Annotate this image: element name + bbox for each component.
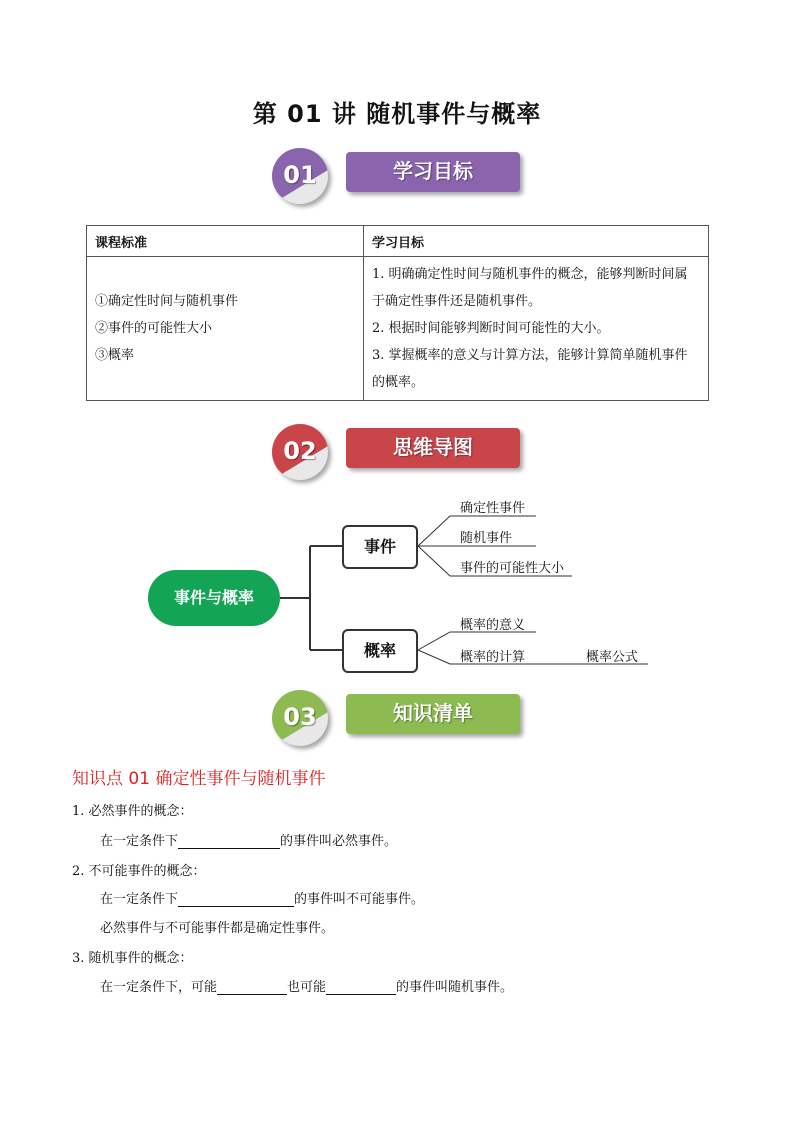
mind-map-leaf: 事件的可能性大小 — [460, 561, 565, 576]
question-line — [100, 976, 513, 995]
fill-blank — [326, 980, 396, 995]
question-text: 在一定条件下 — [100, 892, 179, 907]
question-title: 3. 随机事件的概念： — [72, 951, 193, 966]
section-label-bar — [346, 694, 520, 734]
header-goal: 学习目标 — [364, 226, 709, 257]
mind-map-leaf: 确定性事件 — [460, 501, 526, 516]
mind-map-node-event: 事件 — [342, 525, 418, 569]
question-line — [100, 830, 397, 849]
section-number: 03 — [283, 703, 317, 731]
section-label-bar — [346, 152, 520, 192]
section-number-badge — [272, 148, 328, 204]
mind-map-root: 事件与概率 — [148, 570, 280, 626]
knowledge-point-heading: 知识点 01 确定性事件与随机事件 — [72, 769, 326, 789]
standards-cell — [87, 257, 364, 401]
fill-blank — [217, 980, 287, 995]
question-text: 的事件叫不可能事件。 — [294, 892, 425, 907]
mind-map-leaf: 概率的意义 — [460, 618, 526, 633]
goals-cell — [364, 257, 709, 401]
mind-map-leaf: 概率的计算 — [460, 650, 526, 665]
question-line — [100, 888, 424, 907]
section-banner-mindmap — [272, 424, 524, 480]
mind-map — [140, 490, 660, 680]
fill-blank — [178, 834, 280, 849]
section-label-bar — [346, 428, 520, 468]
section-number-badge — [272, 424, 328, 480]
section-number: 01 — [283, 161, 317, 189]
fill-blank — [178, 892, 294, 907]
question-title: 1. 必然事件的概念： — [72, 804, 193, 819]
section-banner-goals — [272, 148, 524, 204]
section-label: 思维导图 — [393, 435, 473, 459]
question-text: 在一定条件下，可能 — [100, 980, 218, 995]
mind-map-leaf: 随机事件 — [460, 531, 513, 546]
question-text: 的事件叫必然事件。 — [280, 834, 398, 849]
mind-map-leaf: 概率公式 — [586, 650, 639, 665]
section-banner-knowledge — [272, 690, 524, 746]
note-text: 必然事件与不可能事件都是确定性事件。 — [100, 921, 335, 936]
section-number: 02 — [283, 437, 317, 465]
header-standard: 课程标准 — [87, 226, 364, 257]
mind-map-node-probability: 概率 — [342, 629, 418, 673]
question-title: 2. 不可能事件的概念： — [72, 864, 206, 879]
section-number-badge — [272, 690, 328, 746]
section-label: 学习目标 — [393, 159, 473, 183]
question-text: 的事件叫随机事件。 — [396, 980, 514, 995]
page-title: 第 01 讲 随机事件与概率 — [252, 100, 542, 128]
table-header-row — [87, 226, 709, 257]
goal-item: 1. 明确确定性时间与随机事件的概念，能够判断时间属于确定性事件还是随机事件。 — [372, 267, 688, 309]
section-label: 知识清单 — [393, 701, 473, 725]
standard-item: ②事件的可能性大小 — [95, 321, 213, 336]
table-row — [87, 257, 709, 401]
goals-table — [86, 225, 709, 401]
standard-item: ①确定性时间与随机事件 — [95, 294, 239, 309]
question-text: 也可能 — [287, 980, 327, 995]
goal-item: 2. 根据时间能够判断时间可能性的大小。 — [372, 321, 610, 336]
goal-item: 3. 掌握概率的意义与计算方法，能够计算简单随机事件的概率。 — [372, 348, 688, 390]
standard-item: ③概率 — [95, 348, 135, 363]
question-text: 在一定条件下 — [100, 834, 179, 849]
